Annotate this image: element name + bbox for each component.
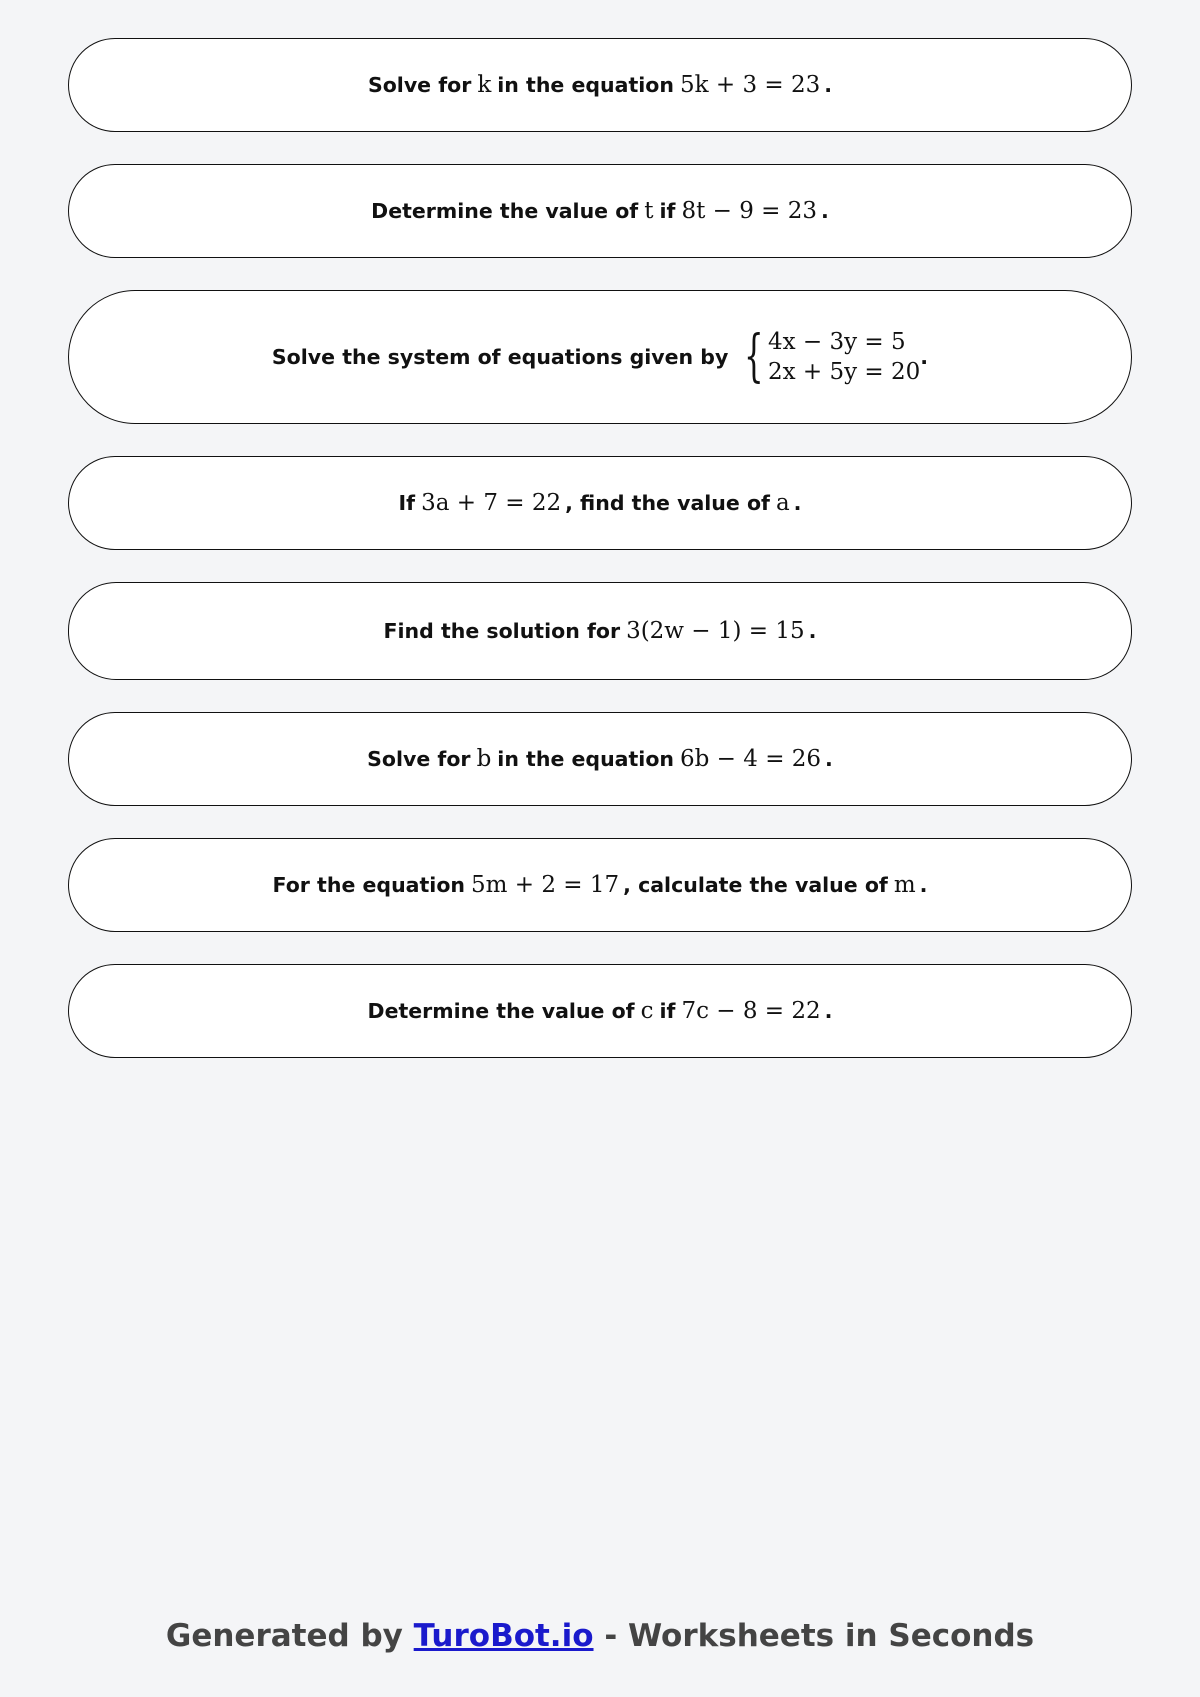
punctuation: . — [825, 747, 833, 771]
problem-text: Find the solution for — [383, 619, 621, 643]
punctuation: . — [793, 491, 802, 515]
problem-text: if — [659, 999, 676, 1023]
problem-text: if — [659, 199, 676, 223]
worksheet-problem-list — [68, 38, 1132, 1090]
problem-text: , find the value of — [565, 491, 770, 515]
problem-text: Solve for — [367, 747, 471, 771]
problem-card-4 — [68, 456, 1132, 550]
problem-text: Solve the system of equations given by — [271, 345, 729, 369]
footer-prefix: Generated by — [165, 1618, 403, 1654]
problem-text: If — [398, 491, 416, 515]
problem-text: Determine the value of — [371, 199, 639, 223]
problem-text: , calculate the value of — [623, 873, 888, 897]
system-equations — [768, 327, 920, 387]
punctuation: . — [919, 873, 928, 897]
problem-card-5 — [68, 582, 1132, 680]
left-brace-icon: { — [744, 324, 764, 389]
math-variable: b — [476, 746, 492, 772]
math-variable: t — [644, 198, 654, 224]
problem-card-3 — [68, 290, 1132, 424]
math-equation: 4x − 3y = 5 — [767, 329, 906, 355]
footer-suffix: - Worksheets in Seconds — [604, 1618, 1035, 1654]
problem-card-2 — [68, 164, 1132, 258]
punctuation: . — [821, 199, 829, 223]
problem-text: Solve for — [367, 73, 472, 97]
equation-system — [736, 324, 921, 389]
math-variable: m — [893, 872, 916, 898]
math-equation: 5k + 3 = 23 — [679, 72, 821, 98]
punctuation: . — [808, 619, 817, 643]
problem-card-6 — [68, 712, 1132, 806]
math-variable: k — [477, 72, 492, 98]
punctuation: . — [920, 345, 929, 369]
problem-card-1 — [68, 38, 1132, 132]
problem-text: in the equation — [497, 747, 674, 771]
problem-card-7 — [68, 838, 1132, 932]
punctuation: . — [824, 999, 833, 1023]
math-equation: 3(2w − 1) = 15 — [626, 618, 805, 644]
math-variable: a — [775, 490, 790, 516]
math-equation: 2x + 5y = 20 — [767, 359, 921, 385]
math-equation: 5m + 2 = 17 — [471, 872, 620, 898]
math-equation: 3a + 7 = 22 — [421, 490, 562, 516]
math-equation: 8t − 9 = 23 — [681, 198, 818, 224]
punctuation: . — [824, 73, 833, 97]
math-equation: 7c − 8 = 22 — [681, 998, 821, 1024]
problem-card-8 — [68, 964, 1132, 1058]
turobot-link[interactable]: TuroBot.io — [413, 1618, 594, 1654]
math-equation: 6b − 4 = 26 — [680, 746, 822, 772]
problem-text: Determine the value of — [367, 999, 635, 1023]
footer — [0, 1618, 1200, 1654]
problem-text: For the equation — [272, 873, 465, 897]
math-variable: c — [640, 998, 654, 1024]
problem-text: in the equation — [497, 73, 674, 97]
